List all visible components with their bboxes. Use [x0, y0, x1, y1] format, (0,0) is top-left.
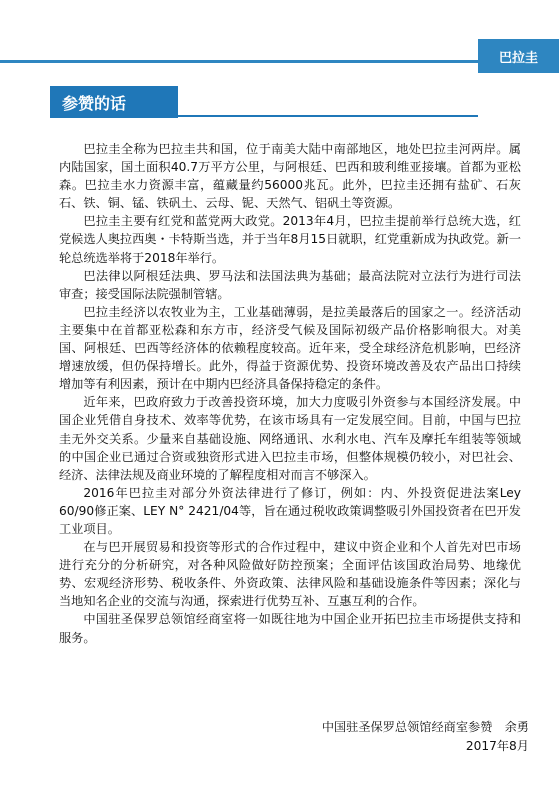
signature-date: 2017年8月 [465, 739, 529, 753]
paragraph: 巴拉圭主要有红党和蓝党两大政党。2013年4月，巴拉圭提前举行总统大选，红党候选人奥拉西奥・卡特斯当选，并于当年8月15日就职，红党重新成为执政党。新一轮总统选举将于2018年举行。 [59, 214, 522, 265]
section-title: 参赞的话 [50, 86, 178, 118]
paragraph: 巴法律以阿根廷法典、罗马法和法国法典为基础；最高法院对立法行为进行司法审查；接受国际法院强制管辖。 [59, 268, 521, 301]
paragraph: 巴拉圭经济以农牧业为主，工业基础薄弱，是拉美最落后的国家之一。经济活动主要集中在首都亚松森和东方市，经济受气候及国际初级产品价格影响很大。对美国、阿根廷、巴西等经济体的依赖程度较高。近年来，受全球经济危机影响，巴经济增速放缓，但仍保持增长。此外，得益于资源优势、投资环境改善及农产品出口持续增加等有利因素，预计在中期内巴经济具备保持稳定的条件。 [59, 304, 521, 392]
body-text [59, 140, 521, 647]
paragraph: 在与巴开展贸易和投资等形式的合作过程中，建议中资企业和个人首先对巴市场进行充分的分析研究，对各种风险做好防控预案；全面评估该国政治局势、地缘优势、宏观经济形势、税收条件、外资政策、法律风险和基础设施条件等因素；深化与当地知名企业的交流与沟通，探索进行优势互补、互惠互利的合作。 [59, 540, 521, 609]
paragraph: 巴拉圭全称为巴拉圭共和国，位于南美大陆中南部地区，地处巴拉圭河两岸。属内陆国家，国土面积40.7万平方公里，与阿根廷、巴西和玻利维亚接壤。首都为亚松森。巴拉圭水力资源丰富，蕴藏量约56000兆瓦。此外，巴拉圭还拥有盐矿、石灰石、铁、铜、锰、铁矾土、云母、铌、天然气、铝矾土等资源。 [59, 142, 521, 211]
section-rule [178, 115, 478, 117]
header-rule [0, 60, 478, 63]
paragraph: 中国驻圣保罗总领馆经商室将一如既往地为中国企业开拓巴拉圭市场提供支持和服务。 [59, 612, 521, 645]
paragraph: 近年来，巴政府致力于改善投资环境，加大力度吸引外资参与本国经济发展。中国企业凭借自身技术、效率等优势，在该市场具有一定发展空间。目前，中国与巴拉圭无外交关系。少量来自基础设施、网络通讯、水利水电、汽车及摩托车组装等领域的中国企业已通过合资或独资形式进入巴拉圭市场，但整体规模仍较小，对巴社会、经济、法律法规及商业环境的了解程度相对而言不够深入。 [59, 395, 521, 482]
country-tab: 巴拉圭 [478, 39, 559, 73]
paragraph: 2016年巴拉圭对部分外资法律进行了修订，例如：内、外投资促进法案Ley 60/90修正案、LEY N° 2421/04等，旨在通过税收政策调整吸引外国投资者在巴开发工业项目。 [59, 485, 521, 536]
signature-author: 中国驻圣保罗总领馆经商室参赞 余勇 [321, 720, 529, 734]
